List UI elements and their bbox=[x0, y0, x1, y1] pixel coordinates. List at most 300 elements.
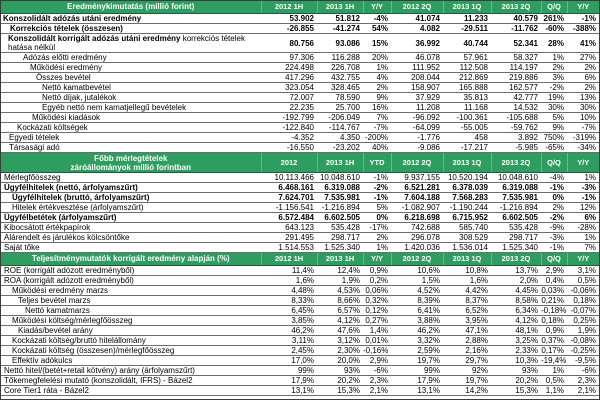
cell-value: 11,4% bbox=[261, 266, 317, 276]
cell-value: -60% bbox=[541, 24, 567, 34]
cell-value: 10.048.610 bbox=[491, 173, 541, 183]
cell-value: 1% bbox=[363, 243, 391, 253]
cell-value: 6% bbox=[567, 213, 599, 223]
cell-value: 1,1% bbox=[541, 386, 567, 396]
cell-value: 37.929 bbox=[391, 93, 443, 103]
row-label: Nettó díjak, jutalékok bbox=[1, 93, 261, 103]
cell-value: 261% bbox=[541, 14, 567, 24]
row-label: ROE (korrigált adózott eredményből) bbox=[1, 266, 261, 276]
cell-value: 41% bbox=[567, 34, 599, 53]
table-row bbox=[1, 24, 599, 34]
cell-value: -9% bbox=[541, 223, 567, 233]
cell-value: 2,59% bbox=[391, 346, 443, 356]
col-header: 2012 2Q bbox=[391, 153, 443, 173]
cell-value: 6.378.039 bbox=[443, 183, 491, 193]
cell-value: -100.361 bbox=[443, 113, 491, 123]
section-title-line1: Főbb mérlegtételek bbox=[94, 153, 168, 163]
cell-value: 0,03% bbox=[541, 286, 567, 296]
cell-value: -1.082.907 bbox=[391, 203, 443, 213]
cell-value: 0% bbox=[363, 213, 391, 223]
cell-value: -29.511 bbox=[443, 24, 491, 34]
cell-value: 1,9% bbox=[567, 326, 599, 336]
cell-value: 2,1% bbox=[567, 386, 599, 396]
col-header: 2012 2Q bbox=[391, 253, 443, 266]
cell-value: 1% bbox=[567, 173, 599, 183]
cell-value: 15,3% bbox=[491, 386, 541, 396]
cell-value: 13% bbox=[567, 93, 599, 103]
col-header: Y/Y bbox=[567, 153, 599, 173]
cell-value: 0,17% bbox=[541, 346, 567, 356]
cell-value: 298.717 bbox=[491, 233, 541, 243]
row-label: Ügyfélhitelek (nettó, árfolyamszűrt) bbox=[1, 183, 261, 193]
table-row bbox=[1, 356, 599, 366]
cell-value: 6.319.088 bbox=[491, 183, 541, 193]
cell-value: 2% bbox=[567, 83, 599, 93]
cell-value: 1.514.553 bbox=[261, 243, 317, 253]
row-label: Működési eredmény bbox=[1, 63, 261, 73]
cell-value: 8,37% bbox=[443, 296, 491, 306]
cell-value: -3% bbox=[567, 183, 599, 193]
cell-value: -19,4% bbox=[541, 356, 567, 365]
cell-value: 1% bbox=[567, 233, 599, 243]
table-row bbox=[1, 233, 599, 243]
cell-value: 6.602.505 bbox=[491, 213, 541, 223]
row-label: Kockázati költségek bbox=[1, 123, 261, 133]
cell-value: 0,9% bbox=[541, 326, 567, 336]
cell-value: 41.074 bbox=[391, 14, 443, 24]
cell-value: 585.740 bbox=[443, 223, 491, 233]
cell-value: 47,1% bbox=[443, 326, 491, 336]
cell-value: 28% bbox=[541, 34, 567, 53]
cell-value: 224.498 bbox=[261, 63, 317, 73]
cell-value: 11.233 bbox=[443, 14, 491, 24]
cell-value: 13,1% bbox=[391, 386, 443, 396]
cell-value: 3,25% bbox=[491, 336, 541, 346]
col-header: 2012 1H bbox=[261, 1, 317, 14]
cell-value: -1% bbox=[363, 173, 391, 183]
cell-value: -26.855 bbox=[261, 24, 317, 34]
income-statement-rows bbox=[1, 14, 599, 153]
table-row bbox=[1, 203, 599, 213]
row-label: Kiadás/bevétel arány bbox=[1, 326, 261, 336]
balance-sheet-rows bbox=[1, 173, 599, 253]
cell-value: 20,2% bbox=[317, 376, 363, 386]
row-label: Adózás előtti eredmény bbox=[1, 53, 261, 63]
cell-value: -1% bbox=[567, 193, 599, 203]
table-row bbox=[1, 103, 599, 113]
cell-value: 2,88% bbox=[443, 336, 491, 346]
cell-value: 2,30% bbox=[317, 346, 363, 356]
cell-value: 54% bbox=[363, 24, 391, 34]
row-label: Ügyfélbetétek (árfolyamszűrt) bbox=[1, 213, 261, 223]
cell-value: 6,41% bbox=[391, 306, 443, 316]
cell-value: 2,3% bbox=[567, 376, 599, 386]
col-header: 2013 1H bbox=[317, 153, 363, 173]
cell-value: 2% bbox=[541, 203, 567, 213]
cell-value: 1.536.014 bbox=[443, 243, 491, 253]
cell-value: 20,0% bbox=[317, 356, 363, 366]
cell-value: -6% bbox=[567, 366, 599, 376]
cell-value: 6.715.952 bbox=[443, 213, 491, 223]
cell-value: -2% bbox=[541, 213, 567, 223]
cell-value: 35.813 bbox=[443, 93, 491, 103]
cell-value: 13,7% bbox=[491, 266, 541, 276]
col-header: 2013 2Q bbox=[491, 1, 541, 14]
row-label-suffix: korrekciós tételek hatása nélkül bbox=[8, 34, 245, 52]
cell-value: 10.520.194 bbox=[443, 173, 491, 183]
cell-value: 93% bbox=[317, 366, 363, 376]
cell-value: 2,45% bbox=[261, 346, 317, 356]
cell-value: 328.465 bbox=[317, 83, 363, 93]
col-header: Y/Y bbox=[567, 1, 599, 14]
cell-value: 1,4% bbox=[363, 326, 391, 336]
section-header-row bbox=[1, 153, 599, 173]
cell-value: 25.700 bbox=[317, 103, 363, 113]
cell-value: 0,18% bbox=[541, 316, 567, 326]
table-row bbox=[1, 63, 599, 73]
cell-value: -9,5% bbox=[567, 356, 599, 366]
cell-value: -2% bbox=[363, 183, 391, 193]
cell-value: 6.319.088 bbox=[317, 183, 363, 193]
row-label: Effektív adókulcs bbox=[1, 356, 261, 366]
cell-value: 0,18% bbox=[567, 296, 599, 306]
cell-value: 2,1% bbox=[363, 386, 391, 396]
cell-value: 51.812 bbox=[317, 14, 363, 24]
table-row bbox=[1, 113, 599, 123]
cell-value: 3,12% bbox=[317, 336, 363, 346]
cell-value: 112.508 bbox=[443, 63, 491, 73]
cell-value: 0,12% bbox=[363, 306, 391, 316]
cell-value: 4,12% bbox=[317, 316, 363, 326]
cell-value: 8,66% bbox=[317, 296, 363, 306]
col-header: 2013 1Q bbox=[443, 153, 491, 173]
row-label: Korrekciós tételek (összesen) bbox=[1, 24, 261, 34]
cell-value: 0,37% bbox=[541, 336, 567, 346]
cell-value: 9% bbox=[363, 93, 391, 103]
row-label: Teljes bevétel marzs bbox=[1, 296, 261, 306]
cell-value: 46,2% bbox=[391, 326, 443, 336]
cell-value: 4,48% bbox=[261, 286, 317, 296]
cell-value: 8,39% bbox=[391, 296, 443, 306]
cell-value: 219.886 bbox=[491, 73, 541, 83]
table-row bbox=[1, 296, 599, 306]
section-header-row bbox=[1, 253, 599, 266]
section-title bbox=[1, 153, 261, 173]
cell-value: 7.535.981 bbox=[317, 193, 363, 203]
cell-value: 0,9% bbox=[363, 266, 391, 276]
cell-value: 4,42% bbox=[443, 286, 491, 296]
cell-value: 162.577 bbox=[491, 83, 541, 93]
col-header: 2013 1H bbox=[317, 1, 363, 14]
cell-value: 3.892 bbox=[491, 133, 541, 143]
cell-value: -1% bbox=[541, 243, 567, 253]
cell-value: -64.099 bbox=[391, 123, 443, 133]
cell-value: 7% bbox=[567, 243, 599, 253]
cell-value: 7.604.188 bbox=[391, 193, 443, 203]
table-row bbox=[1, 173, 599, 183]
cell-value: -4% bbox=[541, 173, 567, 183]
cell-value: 46,2% bbox=[261, 326, 317, 336]
cell-value: 226.708 bbox=[317, 63, 363, 73]
table-row bbox=[1, 213, 599, 223]
cell-value: 1,5% bbox=[391, 276, 443, 286]
cell-value: 458 bbox=[443, 133, 491, 143]
row-label: Saját tőke bbox=[1, 243, 261, 253]
cell-value: 99% bbox=[391, 366, 443, 376]
cell-value: 1% bbox=[541, 53, 567, 63]
cell-value: -388% bbox=[567, 24, 599, 34]
cell-value: 2,9% bbox=[363, 356, 391, 366]
row-label: Mérlegfőösszeg bbox=[1, 173, 261, 183]
table-row bbox=[1, 376, 599, 386]
cell-value: -17% bbox=[363, 223, 391, 233]
row-label: Működési kiadások bbox=[1, 113, 261, 123]
table-row bbox=[1, 34, 599, 53]
cell-value: -1% bbox=[363, 193, 391, 203]
cell-value: 15% bbox=[363, 34, 391, 53]
cell-value: 16% bbox=[363, 103, 391, 113]
cell-value: -1.156.541 bbox=[261, 203, 317, 213]
col-header: 2012 bbox=[261, 153, 317, 173]
cell-value: 19,7% bbox=[391, 356, 443, 366]
cell-value: 114.197 bbox=[491, 63, 541, 73]
cell-value: -4.352 bbox=[261, 133, 317, 143]
table-row bbox=[1, 14, 599, 24]
cell-value: 0,21% bbox=[541, 296, 567, 306]
cell-value: 2% bbox=[363, 233, 391, 243]
cell-value: -2% bbox=[541, 83, 567, 93]
cell-value: 296.078 bbox=[391, 233, 443, 243]
cell-value: 58.327 bbox=[491, 53, 541, 63]
cell-value: 4,53% bbox=[317, 286, 363, 296]
table-row bbox=[1, 316, 599, 326]
cell-value: 4.350 bbox=[317, 133, 363, 143]
cell-value: 3,88% bbox=[391, 316, 443, 326]
cell-value: 10.048.610 bbox=[317, 173, 363, 183]
row-label: Core Tier1 ráta - Bázel2 bbox=[1, 386, 261, 396]
col-header: Y/Y bbox=[363, 253, 391, 266]
table-row bbox=[1, 123, 599, 133]
cell-value: 72.007 bbox=[261, 93, 317, 103]
row-label: Egyéb nettó nem kamatjellegű bevételek bbox=[1, 103, 261, 113]
cell-value: 19,7% bbox=[443, 376, 491, 386]
cell-value: 17,9% bbox=[391, 376, 443, 386]
table-row bbox=[1, 143, 599, 153]
cell-value: 57.961 bbox=[443, 53, 491, 63]
cell-value: 36.992 bbox=[391, 34, 443, 53]
cell-value: 17,0% bbox=[261, 356, 317, 366]
cell-value: 92% bbox=[443, 366, 491, 376]
cell-value: 2,16% bbox=[443, 346, 491, 356]
cell-value: 1.420.036 bbox=[391, 243, 443, 253]
cell-value: 7.568.283 bbox=[443, 193, 491, 203]
cell-value: -0,08% bbox=[567, 336, 599, 346]
cell-value: 14,2% bbox=[443, 386, 491, 396]
table-row bbox=[1, 286, 599, 296]
table-row bbox=[1, 183, 599, 193]
cell-value: 111.952 bbox=[391, 63, 443, 73]
section-title-line2: záróállományok millió forintban bbox=[70, 162, 191, 172]
cell-value: 47,6% bbox=[317, 326, 363, 336]
col-header: 2013 2Q bbox=[491, 153, 541, 173]
cell-value: 535.428 bbox=[491, 223, 541, 233]
cell-value: -319% bbox=[567, 133, 599, 143]
cell-value: 15,3% bbox=[317, 386, 363, 396]
performance-indicators-table bbox=[1, 253, 599, 396]
cell-value: -11.762 bbox=[491, 24, 541, 34]
cell-value: 9% bbox=[541, 123, 567, 133]
cell-value: 0,5% bbox=[541, 376, 567, 386]
cell-value: 6,45% bbox=[261, 306, 317, 316]
cell-value: 3% bbox=[541, 73, 567, 83]
cell-value: 1.525.340 bbox=[491, 243, 541, 253]
cell-value: 3,95% bbox=[443, 316, 491, 326]
row-label: Társasági adó bbox=[1, 143, 261, 153]
table-row bbox=[1, 223, 599, 233]
row-label: Konszolidált adózás utáni eredmény bbox=[1, 14, 261, 24]
cell-value: -4% bbox=[363, 14, 391, 24]
cell-value: 78.590 bbox=[317, 93, 363, 103]
cell-value: 20% bbox=[363, 53, 391, 63]
cell-value: 12% bbox=[567, 203, 599, 213]
col-header: Y/Y bbox=[363, 1, 391, 14]
cell-value: 11.168 bbox=[443, 103, 491, 113]
cell-value: 22.235 bbox=[261, 103, 317, 113]
cell-value: 53.902 bbox=[261, 14, 317, 24]
cell-value: 13,1% bbox=[261, 386, 317, 396]
cell-value: 3,11% bbox=[261, 336, 317, 346]
cell-value: 1% bbox=[541, 366, 567, 376]
cell-value: -122.840 bbox=[261, 123, 317, 133]
cell-value: 46.078 bbox=[391, 53, 443, 63]
col-header: 2013 1Q bbox=[443, 253, 491, 266]
cell-value: -5.985 bbox=[491, 143, 541, 153]
cell-value: 116.288 bbox=[317, 53, 363, 63]
cell-value: 8,58% bbox=[491, 296, 541, 306]
table-row bbox=[1, 93, 599, 103]
cell-value: 0,01% bbox=[363, 336, 391, 346]
col-header: Q/Q bbox=[541, 153, 567, 173]
cell-value: 0% bbox=[541, 193, 567, 203]
cell-value: 4,45% bbox=[491, 286, 541, 296]
col-header: 2013 1H bbox=[317, 253, 363, 266]
cell-value: 7% bbox=[363, 113, 391, 123]
cell-value: 4.082 bbox=[391, 24, 443, 34]
cell-value: 4,52% bbox=[391, 286, 443, 296]
cell-value: -1.776 bbox=[391, 133, 443, 143]
row-label: ROA (korrigált adózott eredményből) bbox=[1, 276, 261, 286]
section-title: Teljesítménymutatók korrigált eredmény alapján (%) bbox=[1, 253, 261, 266]
cell-value: 12,4% bbox=[317, 266, 363, 276]
cell-value: -28% bbox=[567, 223, 599, 233]
cell-value: 14.532 bbox=[491, 103, 541, 113]
row-label: Kockázati költség (összesen)/mérlegfőösszeg bbox=[1, 346, 261, 356]
cell-value: -41.274 bbox=[317, 24, 363, 34]
cell-value: 27% bbox=[567, 53, 599, 63]
section-title: Eredménykimutatás (millió forint) bbox=[1, 1, 261, 14]
table-row bbox=[1, 336, 599, 346]
cell-value: 6.521.281 bbox=[391, 183, 443, 193]
income-statement-table bbox=[1, 1, 599, 153]
cell-value: 0,32% bbox=[363, 296, 391, 306]
cell-value: 1% bbox=[363, 63, 391, 73]
row-label: Egyedi tételek bbox=[1, 133, 261, 143]
table-row bbox=[1, 366, 599, 376]
cell-value: 6.468.161 bbox=[261, 183, 317, 193]
cell-value: 643.123 bbox=[261, 223, 317, 233]
cell-value: 0,06% bbox=[363, 286, 391, 296]
cell-value: 742.688 bbox=[391, 223, 443, 233]
cell-value: 0,2% bbox=[363, 276, 391, 286]
cell-value: 93.086 bbox=[317, 34, 363, 53]
cell-value: 40.744 bbox=[443, 34, 491, 53]
col-header: 2013 1Q bbox=[443, 1, 491, 14]
cell-value: 20,2% bbox=[491, 376, 541, 386]
cell-value: -206.049 bbox=[317, 113, 363, 123]
col-header: Y/Y bbox=[567, 253, 599, 266]
cell-value: 11.208 bbox=[391, 103, 443, 113]
cell-value: 1.525.340 bbox=[317, 243, 363, 253]
cell-value: 3,32% bbox=[391, 336, 443, 346]
cell-value: 93% bbox=[491, 366, 541, 376]
col-header: 2012 1H bbox=[261, 253, 317, 266]
table-row bbox=[1, 133, 599, 143]
cell-value: -23.202 bbox=[317, 143, 363, 153]
cell-value: 6.572.484 bbox=[261, 213, 317, 223]
cell-value: 10,3% bbox=[491, 356, 541, 366]
row-label: Nettó hitel/(betét+retail kötvény) arány (árfolyamszűrt) bbox=[1, 366, 261, 376]
cell-value: 5% bbox=[541, 113, 567, 123]
col-header: 2012 2Q bbox=[391, 1, 443, 14]
col-header: Q/Q bbox=[541, 253, 567, 266]
cell-value: -1.216.894 bbox=[317, 203, 363, 213]
balance-sheet-table bbox=[1, 153, 599, 253]
row-label: Működési költség/mérlegfőösszeg bbox=[1, 316, 261, 326]
cell-value: 10.113.466 bbox=[261, 173, 317, 183]
row-label: Működési eredmény marzs bbox=[1, 286, 261, 296]
cell-value: 323.054 bbox=[261, 83, 317, 93]
cell-value: -200% bbox=[363, 133, 391, 143]
cell-value: 42.777 bbox=[491, 93, 541, 103]
cell-value: 165.888 bbox=[443, 83, 491, 93]
cell-value: 8,33% bbox=[261, 296, 317, 306]
cell-value: 535.428 bbox=[317, 223, 363, 233]
cell-value: 99% bbox=[261, 366, 317, 376]
cell-value: 29,7% bbox=[443, 356, 491, 366]
cell-value: 308.529 bbox=[443, 233, 491, 243]
row-label: Nettó kamatbevétel bbox=[1, 83, 261, 93]
cell-value: 0,5% bbox=[567, 276, 599, 286]
cell-value: 2% bbox=[363, 83, 391, 93]
cell-value: 40.579 bbox=[491, 14, 541, 24]
cell-value: -1.216.894 bbox=[491, 203, 541, 213]
cell-value: 1,9% bbox=[317, 276, 363, 286]
table-row bbox=[1, 53, 599, 63]
cell-value: 10,6% bbox=[391, 266, 443, 276]
cell-value: 48,1% bbox=[491, 326, 541, 336]
cell-value: 417.296 bbox=[261, 73, 317, 83]
cell-value: -17.217 bbox=[443, 143, 491, 153]
cell-value: -1% bbox=[567, 14, 599, 24]
cell-value: 2,0% bbox=[491, 276, 541, 286]
cell-value: -114.767 bbox=[317, 123, 363, 133]
cell-value: 6,57% bbox=[317, 306, 363, 316]
cell-value: -0,25% bbox=[567, 346, 599, 356]
table-row bbox=[1, 306, 599, 316]
cell-value: 4% bbox=[363, 73, 391, 83]
cell-value: 0,27% bbox=[363, 316, 391, 326]
table-row bbox=[1, 266, 599, 276]
